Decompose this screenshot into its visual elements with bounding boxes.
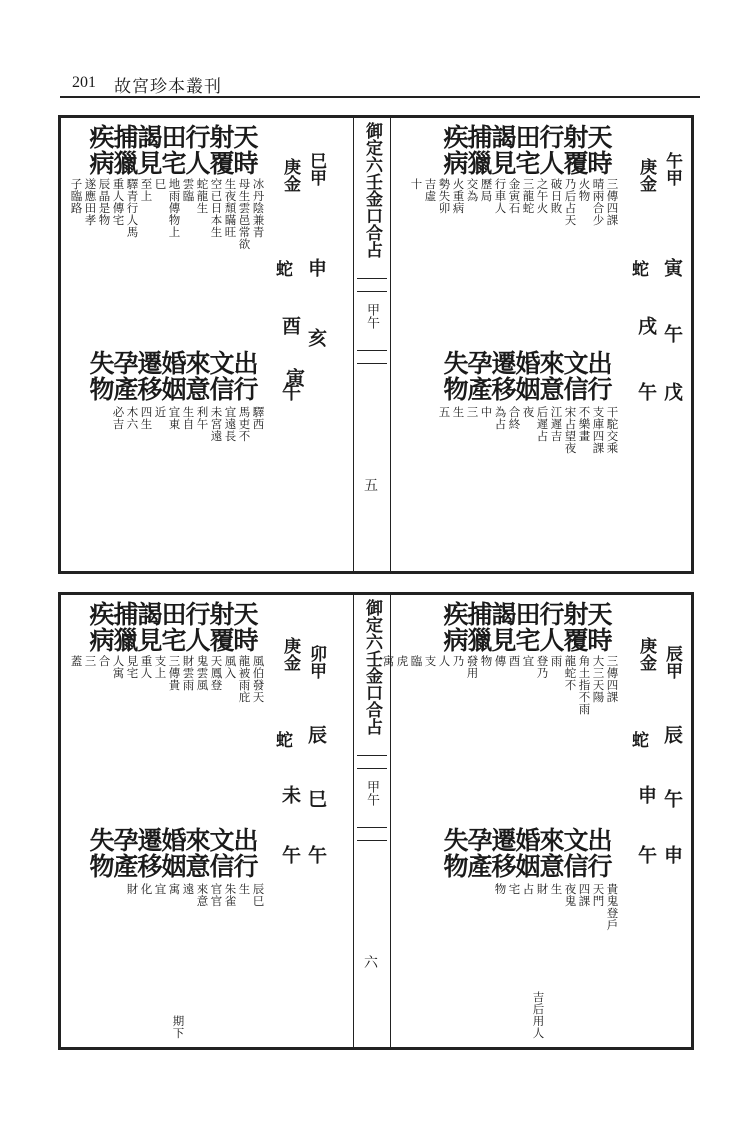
category-label: 婚姻 xyxy=(512,827,541,879)
ganzhi-col: 巳 xyxy=(305,789,327,808)
text-column: 空已日本生 xyxy=(209,178,224,238)
text-column: 生夜頹瞞旺 xyxy=(223,178,238,238)
category-label: 行人 xyxy=(182,601,211,653)
text-column: 利午 xyxy=(195,406,210,430)
fishtail-mark xyxy=(357,278,387,292)
text-column: 必吉 xyxy=(111,406,126,430)
book-title: 御定六壬金口合占 xyxy=(362,122,382,258)
text-column: 貴鬼登戶 xyxy=(605,883,620,931)
category-label: 田宅 xyxy=(512,601,541,653)
text-column: 遠 xyxy=(181,883,196,895)
text-column: 四課 xyxy=(577,883,592,907)
ganzhi-col: 午 xyxy=(279,382,301,401)
text-column: 支上 xyxy=(153,655,168,679)
text-column: 火重病 xyxy=(451,178,466,214)
text-column: 雨 xyxy=(549,655,564,667)
text-column: 干駝交乘 xyxy=(605,406,620,454)
ganzhi-col: 寅 xyxy=(283,368,305,387)
text-column: 生 xyxy=(451,406,466,418)
category-label: 文信 xyxy=(206,350,235,402)
text-column: 木六 xyxy=(125,406,140,430)
category-label: 遷移 xyxy=(488,350,517,402)
category-label: 疾病 xyxy=(440,124,469,176)
text-column: 馬吏不 xyxy=(237,406,252,442)
text-column: 十 xyxy=(409,178,424,190)
category-label: 田宅 xyxy=(158,124,187,176)
text-column: 財 xyxy=(535,883,550,895)
text-column: 酉 xyxy=(507,655,522,667)
ganzhi-col: 戌 xyxy=(635,316,657,335)
ganzhi-col: 庚金 xyxy=(636,637,656,671)
text-column: 夜鬼 xyxy=(563,883,578,907)
text-column: 三龍蛇 xyxy=(521,178,536,214)
text-column: 天門 xyxy=(591,883,606,907)
category-label: 天時 xyxy=(230,124,259,176)
fishtail-mark xyxy=(357,755,387,769)
text-column: 乃 xyxy=(451,655,466,667)
leaf-label: 甲午 xyxy=(364,780,379,806)
category-label: 疾病 xyxy=(86,601,115,653)
text-column: 未宮遠 xyxy=(209,406,224,442)
category-label: 天時 xyxy=(584,124,613,176)
text-column: 乃后占天 xyxy=(563,178,578,226)
leaf-number: 五 xyxy=(364,478,378,494)
ganzhi-col: 辰 xyxy=(305,725,327,744)
category-label: 出行 xyxy=(230,350,259,402)
text-column: 風入 xyxy=(223,655,238,679)
text-column: 宜 xyxy=(153,883,168,895)
text-column: 夜 xyxy=(521,406,536,418)
text-column: 宜遠長 xyxy=(223,406,238,442)
category-label: 遷移 xyxy=(134,827,163,879)
ganzhi-col: 申 xyxy=(635,785,657,804)
panel-top-left xyxy=(61,118,353,571)
ganzhi-col: 午 xyxy=(279,845,301,864)
text-column: 生 xyxy=(549,883,564,895)
ganzhi-col: 庚金 xyxy=(280,637,300,671)
text-column: 期下 xyxy=(171,1015,186,1039)
category-label: 行人 xyxy=(536,124,565,176)
category-label: 田宅 xyxy=(512,124,541,176)
category-label: 天時 xyxy=(230,601,259,653)
series-title: 故宮珍本叢刊 xyxy=(114,77,222,97)
text-column: 龍蛇不 xyxy=(563,655,578,691)
text-column: 財 xyxy=(125,883,140,895)
text-column: 三傳四課 xyxy=(605,178,620,226)
category-label: 失物 xyxy=(440,350,469,402)
ganzhi-col: 午 xyxy=(661,789,683,808)
category-label: 婚姻 xyxy=(158,827,187,879)
text-column: 四生 xyxy=(139,406,154,430)
text-column: 宋占望夜 xyxy=(563,406,578,454)
category-label: 文信 xyxy=(206,827,235,879)
text-column: 宅 xyxy=(507,883,522,895)
category-label: 孕產 xyxy=(464,827,493,879)
text-column: 支庫四課 xyxy=(591,406,606,454)
category-label: 疾病 xyxy=(440,601,469,653)
text-column: 寓 xyxy=(381,655,396,667)
ganzhi-col: 午甲 xyxy=(662,152,682,186)
ganzhi-col: 未 xyxy=(279,785,301,804)
text-column: 辰巳 xyxy=(251,883,266,907)
text-column: 物 xyxy=(479,655,494,667)
ganzhi-col: 酉 xyxy=(279,316,301,335)
folio-top xyxy=(58,115,694,574)
text-column: 吉虛 xyxy=(423,178,438,202)
text-column: 三傳貴 xyxy=(167,655,182,691)
text-column: 不樂畫 xyxy=(577,406,592,442)
text-column: 登乃 xyxy=(535,655,550,679)
text-column: 遂應田孝 xyxy=(83,178,98,226)
category-label: 田宅 xyxy=(158,601,187,653)
text-column: 后遲占 xyxy=(535,406,550,442)
text-column: 母生雲邑常欲 xyxy=(237,178,252,250)
category-label: 失物 xyxy=(86,350,115,402)
ganzhi-col: 午 xyxy=(635,845,657,864)
category-label: 婚姻 xyxy=(512,350,541,402)
ganzhi-col: 蛇 xyxy=(272,260,292,277)
page-number: 201 xyxy=(72,74,96,91)
text-column: 風伯發天 xyxy=(251,655,266,703)
text-column: 巳 xyxy=(153,178,168,190)
category-label: 射覆 xyxy=(560,601,589,653)
category-label: 射覆 xyxy=(206,124,235,176)
ganzhi-col: 卯甲 xyxy=(306,645,326,679)
text-column: 行車人 xyxy=(493,178,508,214)
panel-top-right xyxy=(391,118,691,571)
text-column: 五 xyxy=(437,406,452,418)
ganzhi-col: 辰甲 xyxy=(662,645,682,679)
text-column: 見宅 xyxy=(125,655,140,679)
text-column: 吉后用人 xyxy=(531,991,546,1039)
text-column: 三 xyxy=(83,655,98,667)
category-label: 孕產 xyxy=(110,350,139,402)
category-label: 行人 xyxy=(536,601,565,653)
book-title: 御定六壬金口合占 xyxy=(362,599,382,735)
ganzhi-col: 申 xyxy=(661,845,683,864)
fishtail-mark xyxy=(357,827,387,841)
folio-bottom xyxy=(58,592,694,1050)
category-label: 疾病 xyxy=(86,124,115,176)
text-column: 重人 xyxy=(139,655,154,679)
text-column: 天鳳登 xyxy=(209,655,224,691)
text-column: 傳 xyxy=(493,655,508,667)
category-label: 出行 xyxy=(230,827,259,879)
ganzhi-col: 午 xyxy=(635,382,657,401)
text-column: 重人傳宅 xyxy=(111,178,126,226)
text-column: 生 xyxy=(237,883,252,895)
category-label: 捕獵 xyxy=(110,124,139,176)
text-column: 辰晶是物 xyxy=(97,178,112,226)
text-column: 財雲雨 xyxy=(181,655,196,691)
category-label: 捕獵 xyxy=(110,601,139,653)
ganzhi-col: 蛇 xyxy=(628,260,648,277)
text-column: 生自 xyxy=(181,406,196,430)
ganzhi-col: 蛇 xyxy=(272,731,292,748)
category-label: 捕獵 xyxy=(464,124,493,176)
text-column: 勢失卯 xyxy=(437,178,452,214)
category-label: 出行 xyxy=(584,827,613,879)
text-column: 人寓 xyxy=(111,655,126,679)
category-label: 來意 xyxy=(536,827,565,879)
text-column: 支 xyxy=(423,655,438,667)
text-column: 物 xyxy=(493,883,508,895)
category-label: 謁見 xyxy=(488,601,517,653)
text-column: 龍被雨庇 xyxy=(237,655,252,703)
text-column: 官官 xyxy=(209,883,224,907)
text-column: 來意 xyxy=(195,883,210,907)
text-column: 虎 xyxy=(395,655,410,667)
text-column: 中 xyxy=(479,406,494,418)
category-label: 婚姻 xyxy=(158,350,187,402)
category-label: 天時 xyxy=(584,601,613,653)
category-label: 捕獵 xyxy=(464,601,493,653)
category-label: 來意 xyxy=(182,350,211,402)
text-column: 三 xyxy=(465,406,480,418)
ganzhi-col: 申 xyxy=(305,258,327,277)
text-column: 驛青行人馬 xyxy=(125,178,140,238)
text-column: 至上 xyxy=(139,178,154,202)
text-column: 金寅石 xyxy=(507,178,522,214)
panel-bottom-left xyxy=(61,595,353,1047)
category-label: 文信 xyxy=(560,350,589,402)
text-column: 臨 xyxy=(409,655,424,667)
text-column: 宜東 xyxy=(167,406,182,430)
text-column: 化 xyxy=(139,883,154,895)
text-column: 蛇龍生 xyxy=(195,178,210,214)
category-label: 射覆 xyxy=(560,124,589,176)
text-column: 冰丹陰兼青 xyxy=(251,178,266,238)
text-column: 發用 xyxy=(465,655,480,679)
category-label: 謁見 xyxy=(134,124,163,176)
fishtail-mark xyxy=(357,350,387,364)
text-column: 之午火 xyxy=(535,178,550,214)
text-column: 占 xyxy=(521,883,536,895)
category-label: 孕產 xyxy=(464,350,493,402)
ganzhi-col: 寅 xyxy=(661,258,683,277)
ganzhi-col: 辰 xyxy=(661,725,683,744)
text-column: 大三天陽 xyxy=(591,655,606,703)
text-column: 雲臨 xyxy=(181,178,196,202)
category-label: 射覆 xyxy=(206,601,235,653)
ganzhi-col: 庚金 xyxy=(636,158,656,192)
category-label: 失物 xyxy=(86,827,115,879)
text-column: 江遲吉 xyxy=(549,406,564,442)
text-column: 為占 xyxy=(493,406,508,430)
category-label: 孕產 xyxy=(110,827,139,879)
text-column: 合 xyxy=(97,655,112,667)
leaf-number: 六 xyxy=(364,955,378,971)
category-label: 謁見 xyxy=(488,124,517,176)
ganzhi-col: 庚金 xyxy=(280,158,300,192)
text-column: 寓 xyxy=(167,883,182,895)
header-rule xyxy=(60,96,700,98)
ganzhi-col: 戊 xyxy=(661,382,683,401)
text-column: 朱雀 xyxy=(223,883,238,907)
ganzhi-col: 午 xyxy=(305,845,327,864)
text-column: 歷局 xyxy=(479,178,494,202)
text-column: 蓋 xyxy=(69,655,84,667)
text-column: 宜 xyxy=(521,655,536,667)
text-column: 人 xyxy=(437,655,452,667)
text-column: 合終 xyxy=(507,406,522,430)
text-column: 鬼雲風 xyxy=(195,655,210,691)
category-label: 來意 xyxy=(182,827,211,879)
fold-spine-top xyxy=(353,118,391,571)
ganzhi-col: 亥 xyxy=(305,328,327,347)
ganzhi-col: 巳甲 xyxy=(306,152,326,186)
text-column: 地雨傳物上 xyxy=(167,178,182,238)
category-label: 遷移 xyxy=(488,827,517,879)
panel-bottom-right xyxy=(381,595,691,1047)
text-column: 驛西 xyxy=(251,406,266,430)
category-label: 遷移 xyxy=(134,350,163,402)
text-column: 晴兩合少 xyxy=(591,178,606,226)
category-label: 失物 xyxy=(440,827,469,879)
text-column: 交為 xyxy=(465,178,480,202)
ganzhi-col: 蛇 xyxy=(628,731,648,748)
text-column: 三傳四課 xyxy=(605,655,620,703)
leaf-label: 甲午 xyxy=(364,303,379,329)
text-column: 角土指不雨 xyxy=(577,655,592,715)
category-label: 出行 xyxy=(584,350,613,402)
text-column: 火物 xyxy=(577,178,592,202)
text-column: 近 xyxy=(153,406,168,418)
text-column: 子臨路 xyxy=(69,178,84,214)
category-label: 文信 xyxy=(560,827,589,879)
ganzhi-col: 午 xyxy=(661,324,683,343)
category-label: 來意 xyxy=(536,350,565,402)
category-label: 行人 xyxy=(182,124,211,176)
text-column: 破日敗 xyxy=(549,178,564,214)
category-label: 謁見 xyxy=(134,601,163,653)
